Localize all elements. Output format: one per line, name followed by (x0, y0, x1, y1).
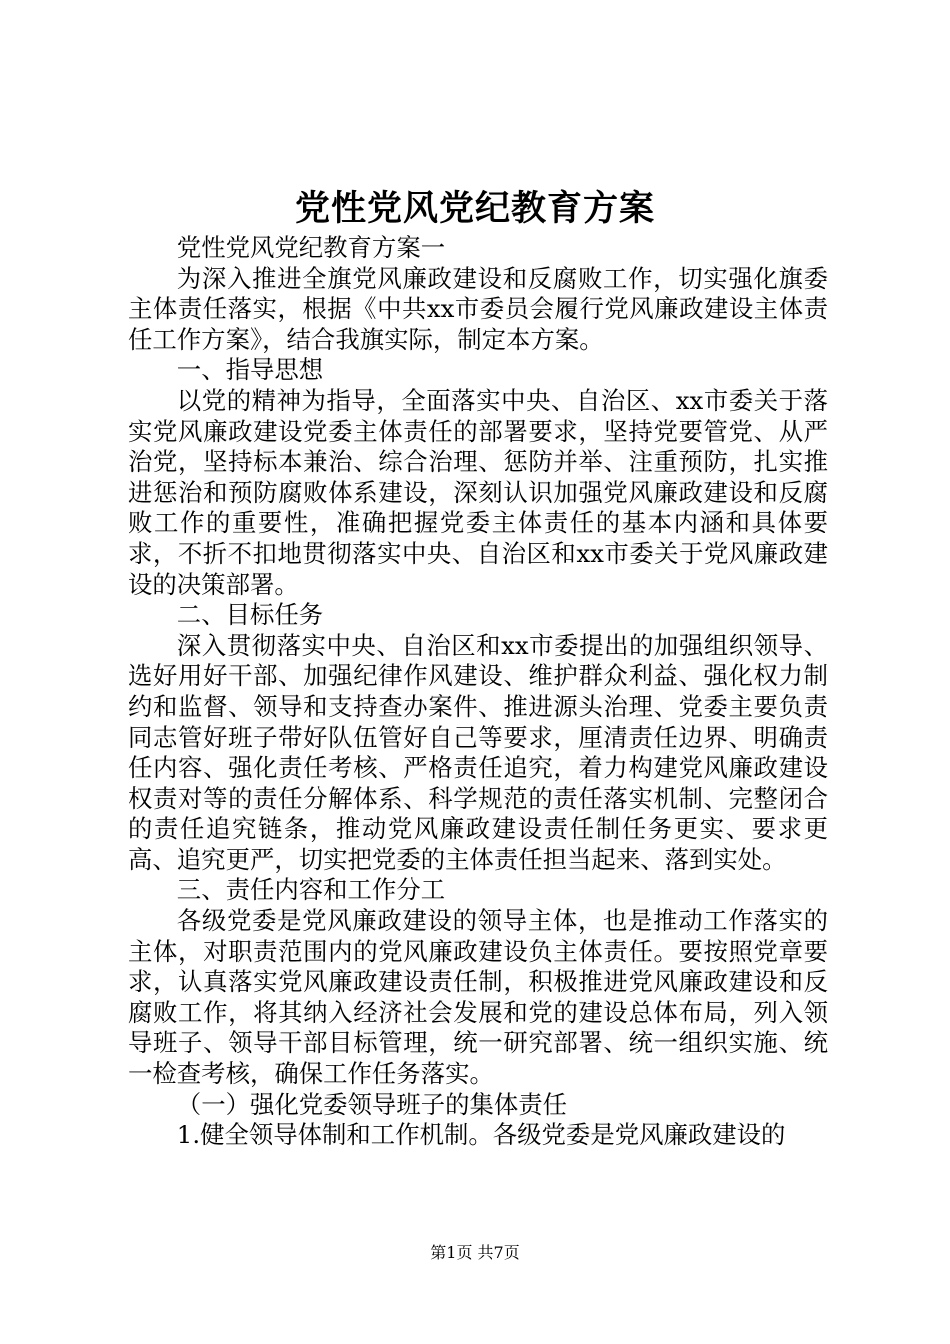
document-title: 党性党风党纪教育方案 (294, 188, 655, 229)
section-heading: 一、指导思想 (176, 355, 324, 385)
section-heading: 三、责任内容和工作分工 (176, 875, 446, 905)
document-body (128, 233, 828, 1151)
body-paragraph: 以党的精神为指导，全面落实中央、自治区、xx市委关于落实党风廉政建设党委主体责任的部署要求，坚持党要管党、从严治党，坚持标本兼治、综合治理、惩防并举、注重预防，扎实推进惩治和预防腐败体系建设，深刻认识加强党风廉政建设和反腐败工作的重要性，准确把握党委主体责任的基本内涵和具体要求，不折不扣地贯彻落实中央、自治区和xx市委关于党风廉政建设的决策部署。 (128, 385, 828, 599)
body-paragraph: 为深入推进全旗党风廉政建设和反腐败工作，切实强化旗委主体责任落实，根据《中共xx市委员会履行党风廉政建设主体责任工作方案》，结合我旗实际，制定本方案。 (128, 263, 828, 354)
subsection-heading: （一）强化党委领导班子的集体责任 (176, 1089, 568, 1119)
section-heading: 党性党风党纪教育方案一 (176, 233, 446, 262)
body-paragraph: 1.健全领导体制和工作机制。各级党委是党风廉政建设的 (176, 1120, 786, 1150)
section-heading: 二、目标任务 (176, 600, 324, 630)
page-footer: 第1页 共7页 (430, 1243, 520, 1262)
body-paragraph: 深入贯彻落实中央、自治区和xx市委提出的加强组织领导、选好用好干部、加强纪律作风建设、维护群众利益、强化权力制约和监督、领导和支持查办案件、推进源头治理、党委主要负责同志管好班子带好队伍管好自己等要求，厘清责任边界、明确责任内容、强化责任考核、严格责任追究，着力构建党风廉政建设权责对等的责任分解体系、科学规范的责任落实机制、完整闭合的责任追究链条，推动党风廉政建设责任制任务更实、要求更高、追究更严，切实把党委的主体责任担当起来、落到实处。 (128, 630, 828, 874)
body-paragraph: 各级党委是党风廉政建设的领导主体，也是推动工作落实的主体，对职责范围内的党风廉政建设负主体责任。要按照党章要求，认真落实党风廉政建设责任制，积极推进党风廉政建设和反腐败工作，将其纳入经济社会发展和党的建设总体布局，列入领导班子、领导干部目标管理，统一研究部署、统一组织实施、统一检查考核，确保工作任务落实。 (128, 906, 828, 1089)
